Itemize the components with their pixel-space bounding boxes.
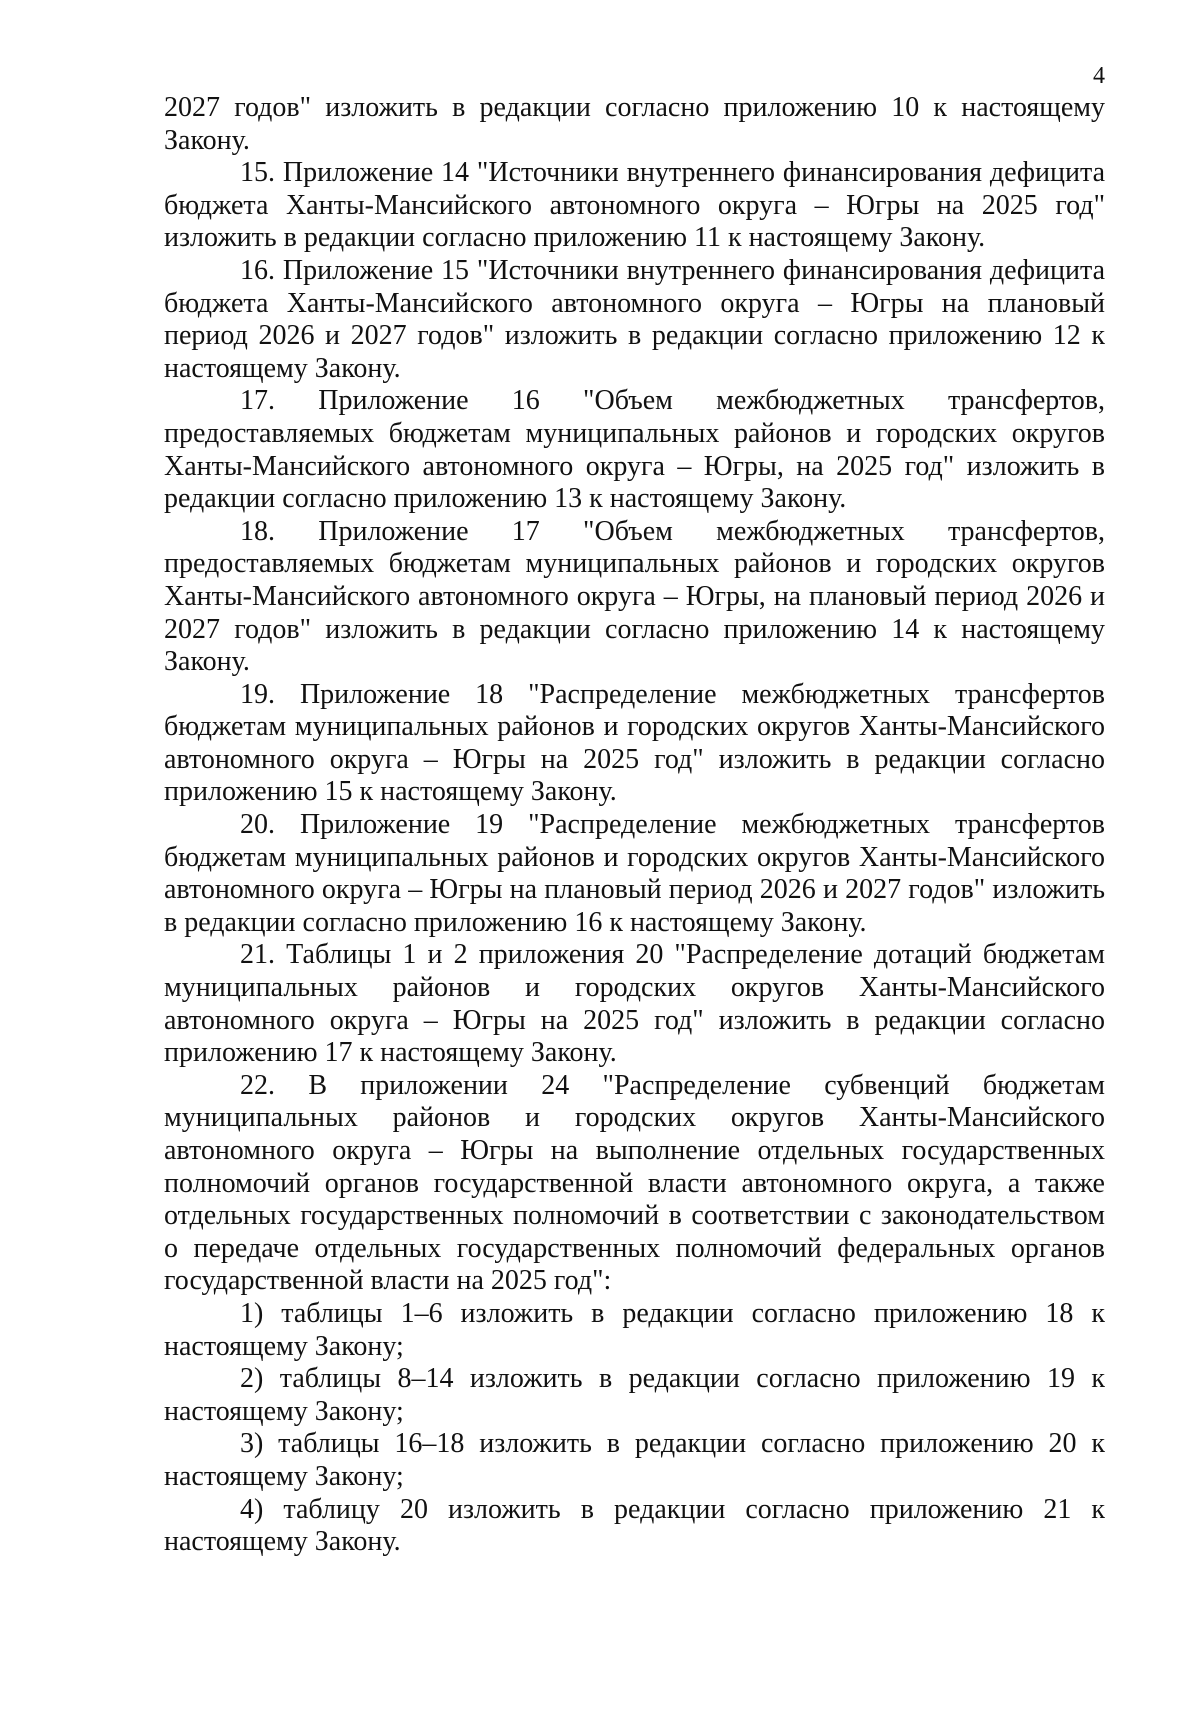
paragraph-item-21: 21. Таблицы 1 и 2 приложения 20 "Распределение дотаций бюджетам муниципальных районов и городских округов Ханты-Мансийского автономного округа – Югры на 2025 год" изложить в редакции согласно приложению 17 к настоящему Закону. xyxy=(164,939,1105,1069)
paragraph-item-20: 20. Приложение 19 "Распределение межбюджетных трансфертов бюджетам муниципальных районов и городских округов Ханты-Мансийского автономного округа – Югры на плановый период 2026 и 2027 годов" изложить в редакции согласно приложению 16 к настоящему Закону. xyxy=(164,809,1105,938)
paragraph-item-16: 16. Приложение 15 "Источники внутреннего финансирования дефицита бюджета Ханты-Мансийского автономного округа – Югры на плановый период 2026 и 2027 годов" изложить в редакции согласно приложению 12 к настоящему Закону. xyxy=(164,254,1105,384)
subitem-2: 2) таблицы 8–14 изложить в редакции согласно приложению 19 к настоящему Закону; xyxy=(164,1363,1105,1427)
paragraph-item-19: 19. Приложение 18 "Распределение межбюджетных трансфертов бюджетам муниципальных районов и городских округов Ханты-Мансийского автономного округа – Югры на 2025 год" изложить в редакции согласно приложению 15 к настоящему Закону. xyxy=(164,678,1105,808)
paragraph-item-22: 22. В приложении 24 "Распределение субвенций бюджетам муниципальных районов и городских округов Ханты-Мансийского автономного округа – Югры на выполнение отдельных государственных полномочий органов государственной власти автономного округа, а также отдельных государственных полномочий в соответствии с законодательством о передаче отдельных государственных полномочий федеральных органов государственной власти на 2025 год": xyxy=(164,1069,1105,1297)
paragraph-continuation: 2027 годов" изложить в редакции согласно приложению 10 к настоящему Закону. xyxy=(164,92,1105,156)
paragraph-item-15: 15. Приложение 14 "Источники внутреннего финансирования дефицита бюджета Ханты-Мансийского автономного округа – Югры на 2025 год" изложить в редакции согласно приложению 11 к настоящему Закону. xyxy=(164,157,1105,254)
subitem-3: 3) таблицы 16–18 изложить в редакции согласно приложению 20 к настоящему Закону; xyxy=(164,1428,1105,1492)
subitem-1: 1) таблицы 1–6 изложить в редакции согласно приложению 18 к настоящему Закону; xyxy=(164,1297,1105,1362)
document-body xyxy=(164,92,1105,1559)
paragraph-item-18: 18. Приложение 17 "Объем межбюджетных трансфертов, предоставляемых бюджетам муниципальных районов и городских округов Ханты-Мансийского автономного округа – Югры, на плановый период 2026 и 2027 годов" изложить в редакции согласно приложению 14 к настоящему Закону. xyxy=(164,515,1105,678)
subitem-4: 4) таблицу 20 изложить в редакции согласно приложению 21 к настоящему Закону. xyxy=(164,1493,1105,1558)
paragraph-item-17: 17. Приложение 16 "Объем межбюджетных трансфертов, предоставляемых бюджетам муниципальных районов и городских округов Ханты-Мансийского автономного округа – Югры, на 2025 год" изложить в редакции согласно приложению 13 к настоящему Закону. xyxy=(164,385,1105,515)
page-number: 4 xyxy=(1093,63,1105,89)
